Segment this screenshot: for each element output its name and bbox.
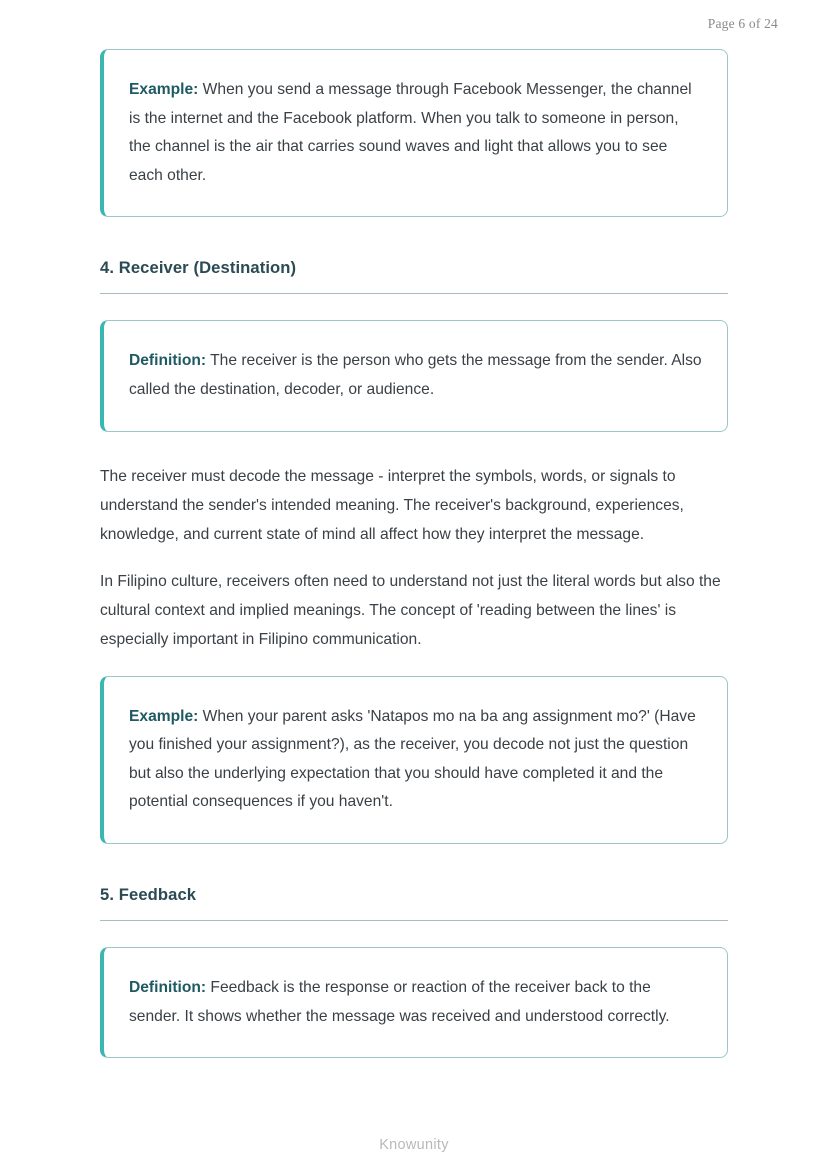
callout-text <box>129 347 702 404</box>
callout-definition-feedback <box>100 947 728 1058</box>
spacer <box>100 921 728 947</box>
section-heading-receiver <box>100 257 728 294</box>
callout-body: The receiver is the person who gets the message from the sender. Also called the destination, decoder, or audience. <box>129 352 702 398</box>
spacer <box>100 217 728 257</box>
callout-text <box>129 76 702 190</box>
heading-text: 5. Feedback <box>100 884 197 904</box>
heading-text: 4. Receiver (Destination) <box>100 258 297 278</box>
paragraph-filipino: In Filipino culture, receivers often need to understand not just the literal words but also the cultural context and implied meanings. The concept of 'reading between the lines' is especially important in Filipino communication. <box>100 572 721 648</box>
callout-label: Definition: <box>129 978 207 996</box>
callout-text <box>129 974 702 1031</box>
spacer <box>100 844 728 884</box>
footer-watermark: Knowunity <box>379 1137 449 1153</box>
callout-body: When your parent asks 'Natapos mo na ba ang assignment mo?' (Have you finished your assignment?), as the receiver, you decode not just the question but also the underlying expectation that you should have completed it and the potential consequences if you haven't. <box>129 707 696 811</box>
page-number-indicator: Page 6 of 24 <box>707 16 778 31</box>
spacer <box>100 432 728 462</box>
callout-text <box>129 703 702 817</box>
callout-label: Example: <box>129 81 199 98</box>
callout-body: When you send a message through Facebook Messenger, the channel is the internet and the Facebook platform. When you talk to someone in person, the channel is the air that carries sound waves and light that allows you to see each other. <box>129 81 692 184</box>
paragraph-decode: The receiver must decode the message - interpret the symbols, words, or signals to understand the sender's intended meaning. The receiver's background, experiences, knowledge, and current state of mind all affect how they interpret the message. <box>100 467 684 543</box>
spacer <box>100 294 728 320</box>
page-content <box>100 49 728 1058</box>
callout-label: Definition: <box>129 352 207 370</box>
callout-example-channel <box>100 49 728 217</box>
spacer <box>100 654 728 676</box>
callout-example-receiver <box>100 676 728 844</box>
callout-definition-receiver <box>100 320 728 431</box>
callout-body: Feedback is the response or reaction of the receiver back to the sender. It shows whether the message was received and understood correctly. <box>129 978 670 1025</box>
section-heading-feedback <box>100 884 728 921</box>
callout-label: Example: <box>129 707 199 725</box>
spacer <box>100 549 728 567</box>
